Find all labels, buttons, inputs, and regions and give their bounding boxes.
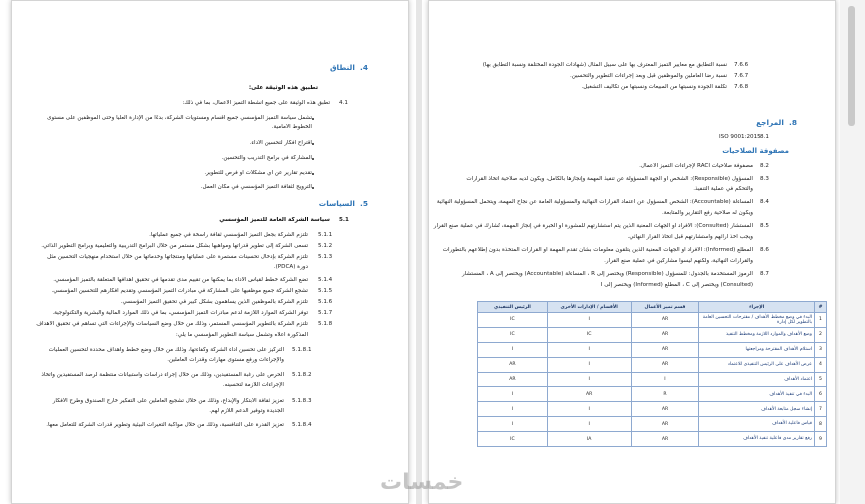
def-text: المستشار (Consulted): الأفراد أو الجهات المعنية الذين يتم استشارتهم للمشورة أو الخبرة في إنجاز المهمة، تُشارك في عملية صنع القرار	[433, 223, 753, 229]
bullet-text: الترويج لثقافة التميز المؤسسي في مكان العمل.	[200, 184, 312, 190]
item-number: 7.6.8	[734, 84, 749, 90]
policy-number: 5.1.8.3	[292, 398, 312, 404]
action-cell: البدء في تنفيذ الأهداف	[699, 387, 815, 402]
policy-text: تلتزم الشركة بإدخال تحسينات مستمرة على عملياتها ومنتجاتها وخدماتها من خلال استخدام منهجيات التحسين مثل	[47, 254, 308, 260]
table-row	[478, 417, 827, 432]
other-depts-cell: IC	[547, 327, 631, 342]
row-number: 9	[815, 432, 827, 447]
item-text: نسبة التطابق مع معايير التميز المعترف بها على سبيل المثال (شهادات الجودة المختلفة ونسبة التطابق بها)	[482, 62, 727, 68]
policy-number: 5.1.8.4	[292, 422, 312, 428]
bullet-text: المشاركة في برامج التدريب والتحسين.	[221, 155, 312, 161]
biz-excellence-cell: AR	[631, 432, 699, 447]
table-row	[478, 342, 827, 357]
policy-number: 5.1.1	[318, 232, 333, 238]
action-cell: اعتماد الأهداف	[699, 372, 815, 387]
policy-text: توفر الشركة الموارد اللازمة لدعم مبادرات التميز المؤسسي، بما في ذلك الموارد المالية والبشرية والتكنولوجية.	[52, 310, 308, 316]
def-text: المسؤول (Responsible): الشخص أو الجهة المسؤولة عن تنفيذ المهمة وإنجازها بالكامل، ويكون لديه صلاحية اتخاذ القرارات	[466, 176, 753, 182]
section-number: 8.	[789, 118, 797, 127]
ceo-cell: I	[478, 417, 548, 432]
other-depts-cell: I	[547, 417, 631, 432]
table-row	[478, 372, 827, 387]
biz-excellence-cell: AR	[631, 313, 699, 328]
raci-table	[477, 301, 827, 447]
item-number: 7.6.7	[734, 73, 749, 79]
clause-number: 5.1	[339, 217, 349, 223]
policy-number: 5.1.8	[318, 321, 333, 327]
policy-text-cont: دورة (PDCA).	[273, 264, 308, 270]
biz-excellence-cell: AR	[631, 357, 699, 372]
clause-number: 4.1	[339, 100, 348, 106]
policy-text-cont: والإجراءات ورفع مستوى مهارات وقدرات العاملين.	[167, 357, 284, 363]
clause-heading: سياسة الشركة العامة للتميز المؤسسي	[219, 217, 330, 223]
bullet-text: تقديم تقارير عن أي مشكلات أو فرص للتطوير.	[204, 170, 312, 176]
row-number: 7	[815, 402, 827, 417]
action-cell: إنشاء سجل متابعة الأهداف	[699, 402, 815, 417]
other-depts-cell: I	[547, 372, 631, 387]
section-title: النطاق	[329, 63, 355, 72]
biz-excellence-cell: AR	[631, 342, 699, 357]
section-title: المراجع	[756, 118, 784, 127]
def-number: 8.4	[760, 199, 769, 205]
def-text-cont: ويكون له صلاحية رفع التقارير والمتابعة.	[662, 210, 753, 216]
item-text: نسبة رضا العاملين والموظفين قبل وبعد إجراءات التطوير والتحسين.	[569, 73, 727, 79]
section-heading-references	[756, 118, 797, 127]
def-text-cont: ويجب أخذ آرائهم واستشارتهم قبل اتخاذ القرار النهائي.	[627, 234, 753, 240]
column-header: #	[815, 302, 827, 313]
policy-text: تلتزم الشركة بجعل التميز المؤسسي ثقافة راسخة في جميع عملياتها.	[149, 232, 308, 238]
row-number: 5	[815, 372, 827, 387]
bullet-text: تشمل سياسة التميز المؤسسي جميع أقسام ومستويات الشركة، بدءًا من الإدارة العليا وحتى الموظفين على مستوى	[47, 115, 312, 121]
policy-number: 5.1.6	[318, 299, 333, 305]
bullet-text: اقتراح أفكار لتحسين الأداء.	[249, 140, 312, 146]
table-row	[478, 387, 827, 402]
row-number: 6	[815, 387, 827, 402]
other-depts-cell: AR	[547, 387, 631, 402]
section-heading-scope	[330, 63, 368, 72]
biz-excellence-cell: AR	[631, 417, 699, 432]
def-number: 8.7	[760, 271, 769, 277]
column-header: الإجراء	[699, 302, 815, 313]
def-number: 8.6	[760, 247, 769, 253]
action-cell: وضع الأهداف والموارد اللازمة ومخطط التنفيذ	[699, 327, 815, 342]
policy-number: 5.1.8.2	[292, 372, 312, 378]
other-depts-cell: I	[547, 342, 631, 357]
biz-excellence-cell: AR	[631, 327, 699, 342]
def-text-cont: والقرارات النهائية، ولكنهم ليسوا مشاركين في عملية صنع القرار.	[604, 258, 753, 264]
policy-text-cont: الجديدة وتوفير الدعم اللازم لهم.	[209, 408, 284, 414]
def-text-cont: والتحكم في عملية التنفيذ.	[693, 186, 753, 192]
def-text: مصفوفة صلاحيات RACI لإجراءات التميز الأعمال.	[639, 163, 753, 169]
policy-text: تشجع الشركة جميع موظفيها على المشاركة في مبادرات التميز المؤسسي وتقديم أفكارهم للتحسين المؤسسي.	[51, 288, 308, 294]
applies-heading: تطبيق هذه الوثيقة على:	[248, 85, 318, 91]
bullet-dot	[312, 173, 314, 175]
def-number: 8.2	[760, 163, 769, 169]
biz-excellence-cell: AR	[631, 402, 699, 417]
ref-text: ISO 9001:2015	[719, 134, 761, 140]
watermark-text: خمسات	[380, 470, 464, 495]
matrix-heading: مصفوفة الصلاحيات	[722, 147, 789, 155]
def-text: المساءلة (Accountable): الشخص المسؤول عن اعتماد القرارات النهائية والمسؤولية العامة عن نجاح المهمة، ويتحمل المسؤولية النهائية	[436, 199, 753, 205]
action-cell: استلام الأهداف المقترحة ومراجعتها	[699, 342, 815, 357]
policy-text: الحرص على رغبة المستفيدين، وذلك من خلال إجراء دراسات واستبيانات منتظمة لرصد المستفيدين واتخاذ	[41, 372, 284, 378]
policy-number: 5.1.2	[318, 243, 333, 249]
document-page-left	[11, 0, 409, 504]
other-depts-cell: I	[547, 402, 631, 417]
row-number: 8	[815, 417, 827, 432]
def-number: 8.3	[760, 176, 769, 182]
policy-number: 5.1.3	[318, 254, 333, 260]
policy-text: تلتزم الشركة بالتطوير المؤسسي المستمر، وذلك من خلال وضع السياسات والإجراءات التي تساهم في تحقيق الأهداف	[36, 321, 308, 327]
other-depts-cell: IA	[547, 432, 631, 447]
section-title: السياسات	[318, 199, 355, 208]
ref-number: 8.1	[760, 134, 769, 140]
policy-text: تسعى الشركة إلى تطوير قدراتها ومواهبها بشكل مستمر من خلال البرامج التدريبية والتعليمية وبرامج التطوير الذاتي.	[41, 243, 308, 249]
ceo-cell: I	[478, 387, 548, 402]
clause-text: تطبق هذه الوثيقة على جميع أنشطة التميز الأعمال، بما في ذلك:	[182, 100, 330, 106]
policy-text-cont: الإجراءات اللازمة لتحسينه.	[222, 382, 284, 388]
item-text: تكلفة الجودة ونسبتها من المبيعات ونسبتها من تكاليف التشغيل.	[581, 84, 727, 90]
section-heading-policies	[319, 199, 368, 208]
policy-text-cont: المذكورة أعلاه وتشمل سياسة التطوير المؤسسي ما يلي:	[175, 332, 308, 338]
policy-text: تعزيز القدرة على التنافسية، وذلك من خلال مواكبة التغيرات البيئية وتطوير قدرات الشركة للتعامل معها.	[46, 422, 284, 428]
table-row	[478, 402, 827, 417]
ceo-cell: IC	[478, 432, 548, 447]
policy-number: 5.1.7	[318, 310, 333, 316]
ceo-cell: I	[478, 402, 548, 417]
def-text: الرموز المستخدمة بالجدول: للمسؤول (Responsible) ويختصر إلى R ، المساءلة (Accountable) ويختصر إلى A ، المستشار	[461, 271, 753, 277]
ceo-cell: I	[478, 342, 548, 357]
action-cell: رفع تقارير مدى فاعلية تنفيذ الأهداف	[699, 432, 815, 447]
table-header-row	[478, 302, 827, 313]
bullet-dot	[312, 158, 314, 160]
action-cell: عرض الأهداف على الرئيس التنفيذي للاعتماد	[699, 357, 815, 372]
biz-excellence-cell: I	[631, 372, 699, 387]
table-row	[478, 432, 827, 447]
def-text-cont: (Consulted) ويختصر إلى C ، المطلع (Informed) ويختصر إلى I	[600, 282, 753, 288]
bullet-dot	[312, 187, 314, 189]
ceo-cell: IC	[478, 313, 548, 328]
policy-number: 5.1.4	[318, 277, 333, 283]
row-number: 4	[815, 357, 827, 372]
item-number: 7.6.6	[734, 62, 749, 68]
ceo-cell: IC	[478, 327, 548, 342]
policy-text: تعزيز ثقافة الابتكار والإبداع، وذلك من خلال تشجيع العاملين على التفكير خارج الصندوق وطرح الأفكار	[52, 398, 284, 404]
column-header: قسم تميز الأعمال	[631, 302, 699, 313]
policy-number: 5.1.5	[318, 288, 333, 294]
bullet-text-cont: الخطوط الأمامية.	[271, 124, 312, 130]
biz-excellence-cell: R	[631, 387, 699, 402]
column-header: الرئيس التنفيذي	[478, 302, 548, 313]
table-row	[478, 327, 827, 342]
row-number: 1	[815, 313, 827, 328]
row-number: 2	[815, 327, 827, 342]
bullet-dot	[312, 118, 314, 120]
row-number: 3	[815, 342, 827, 357]
other-depts-cell: I	[547, 357, 631, 372]
bullet-dot	[312, 143, 314, 145]
table-row	[478, 313, 827, 328]
ceo-cell: AR	[478, 372, 548, 387]
action-cell: البدء في وضع مخطط الأهداف / مقترحات التحسين العامة بالتطوير لكل إدارة	[699, 313, 815, 328]
policy-text: تضع الشركة خطط لقياس الأداء بما يمكّنها من تقييم مدى تقدمها في تحقيق أهدافها المتعلقة بالتميز المؤسسي.	[53, 277, 308, 283]
policy-text: التركيز على تحسين أداء الشركة وكفاءتها، وذلك من خلال وضع خطط وأهداف محددة لتحسين العمليات	[48, 347, 284, 353]
section-number: 4.	[360, 63, 368, 72]
table-row	[478, 357, 827, 372]
column-header: الأقسام / الإدارات الأخرى	[547, 302, 631, 313]
other-depts-cell: I	[547, 313, 631, 328]
vertical-scrollbar[interactable]	[840, 0, 865, 504]
policy-number: 5.1.8.1	[292, 347, 312, 353]
scrollbar-thumb[interactable]	[848, 6, 855, 126]
page-separator	[416, 0, 422, 504]
policy-text: تلتزم الشركة بالموظفين الذين يساهمون بشكل كبير في تحقيق التميز المؤسسي.	[120, 299, 308, 305]
def-text: المطّلع (Informed): الأفراد أو الجهات المعنية الذين يتلقون معلومات بشأن تقدم المهمة أو القرارات المتخذة بدون إطلاعهم بالتطورات	[442, 247, 753, 253]
section-number: 5.	[360, 199, 368, 208]
def-number: 8.5	[760, 223, 769, 229]
action-cell: قياس فاعلية الأهداف	[699, 417, 815, 432]
ceo-cell: AR	[478, 357, 548, 372]
